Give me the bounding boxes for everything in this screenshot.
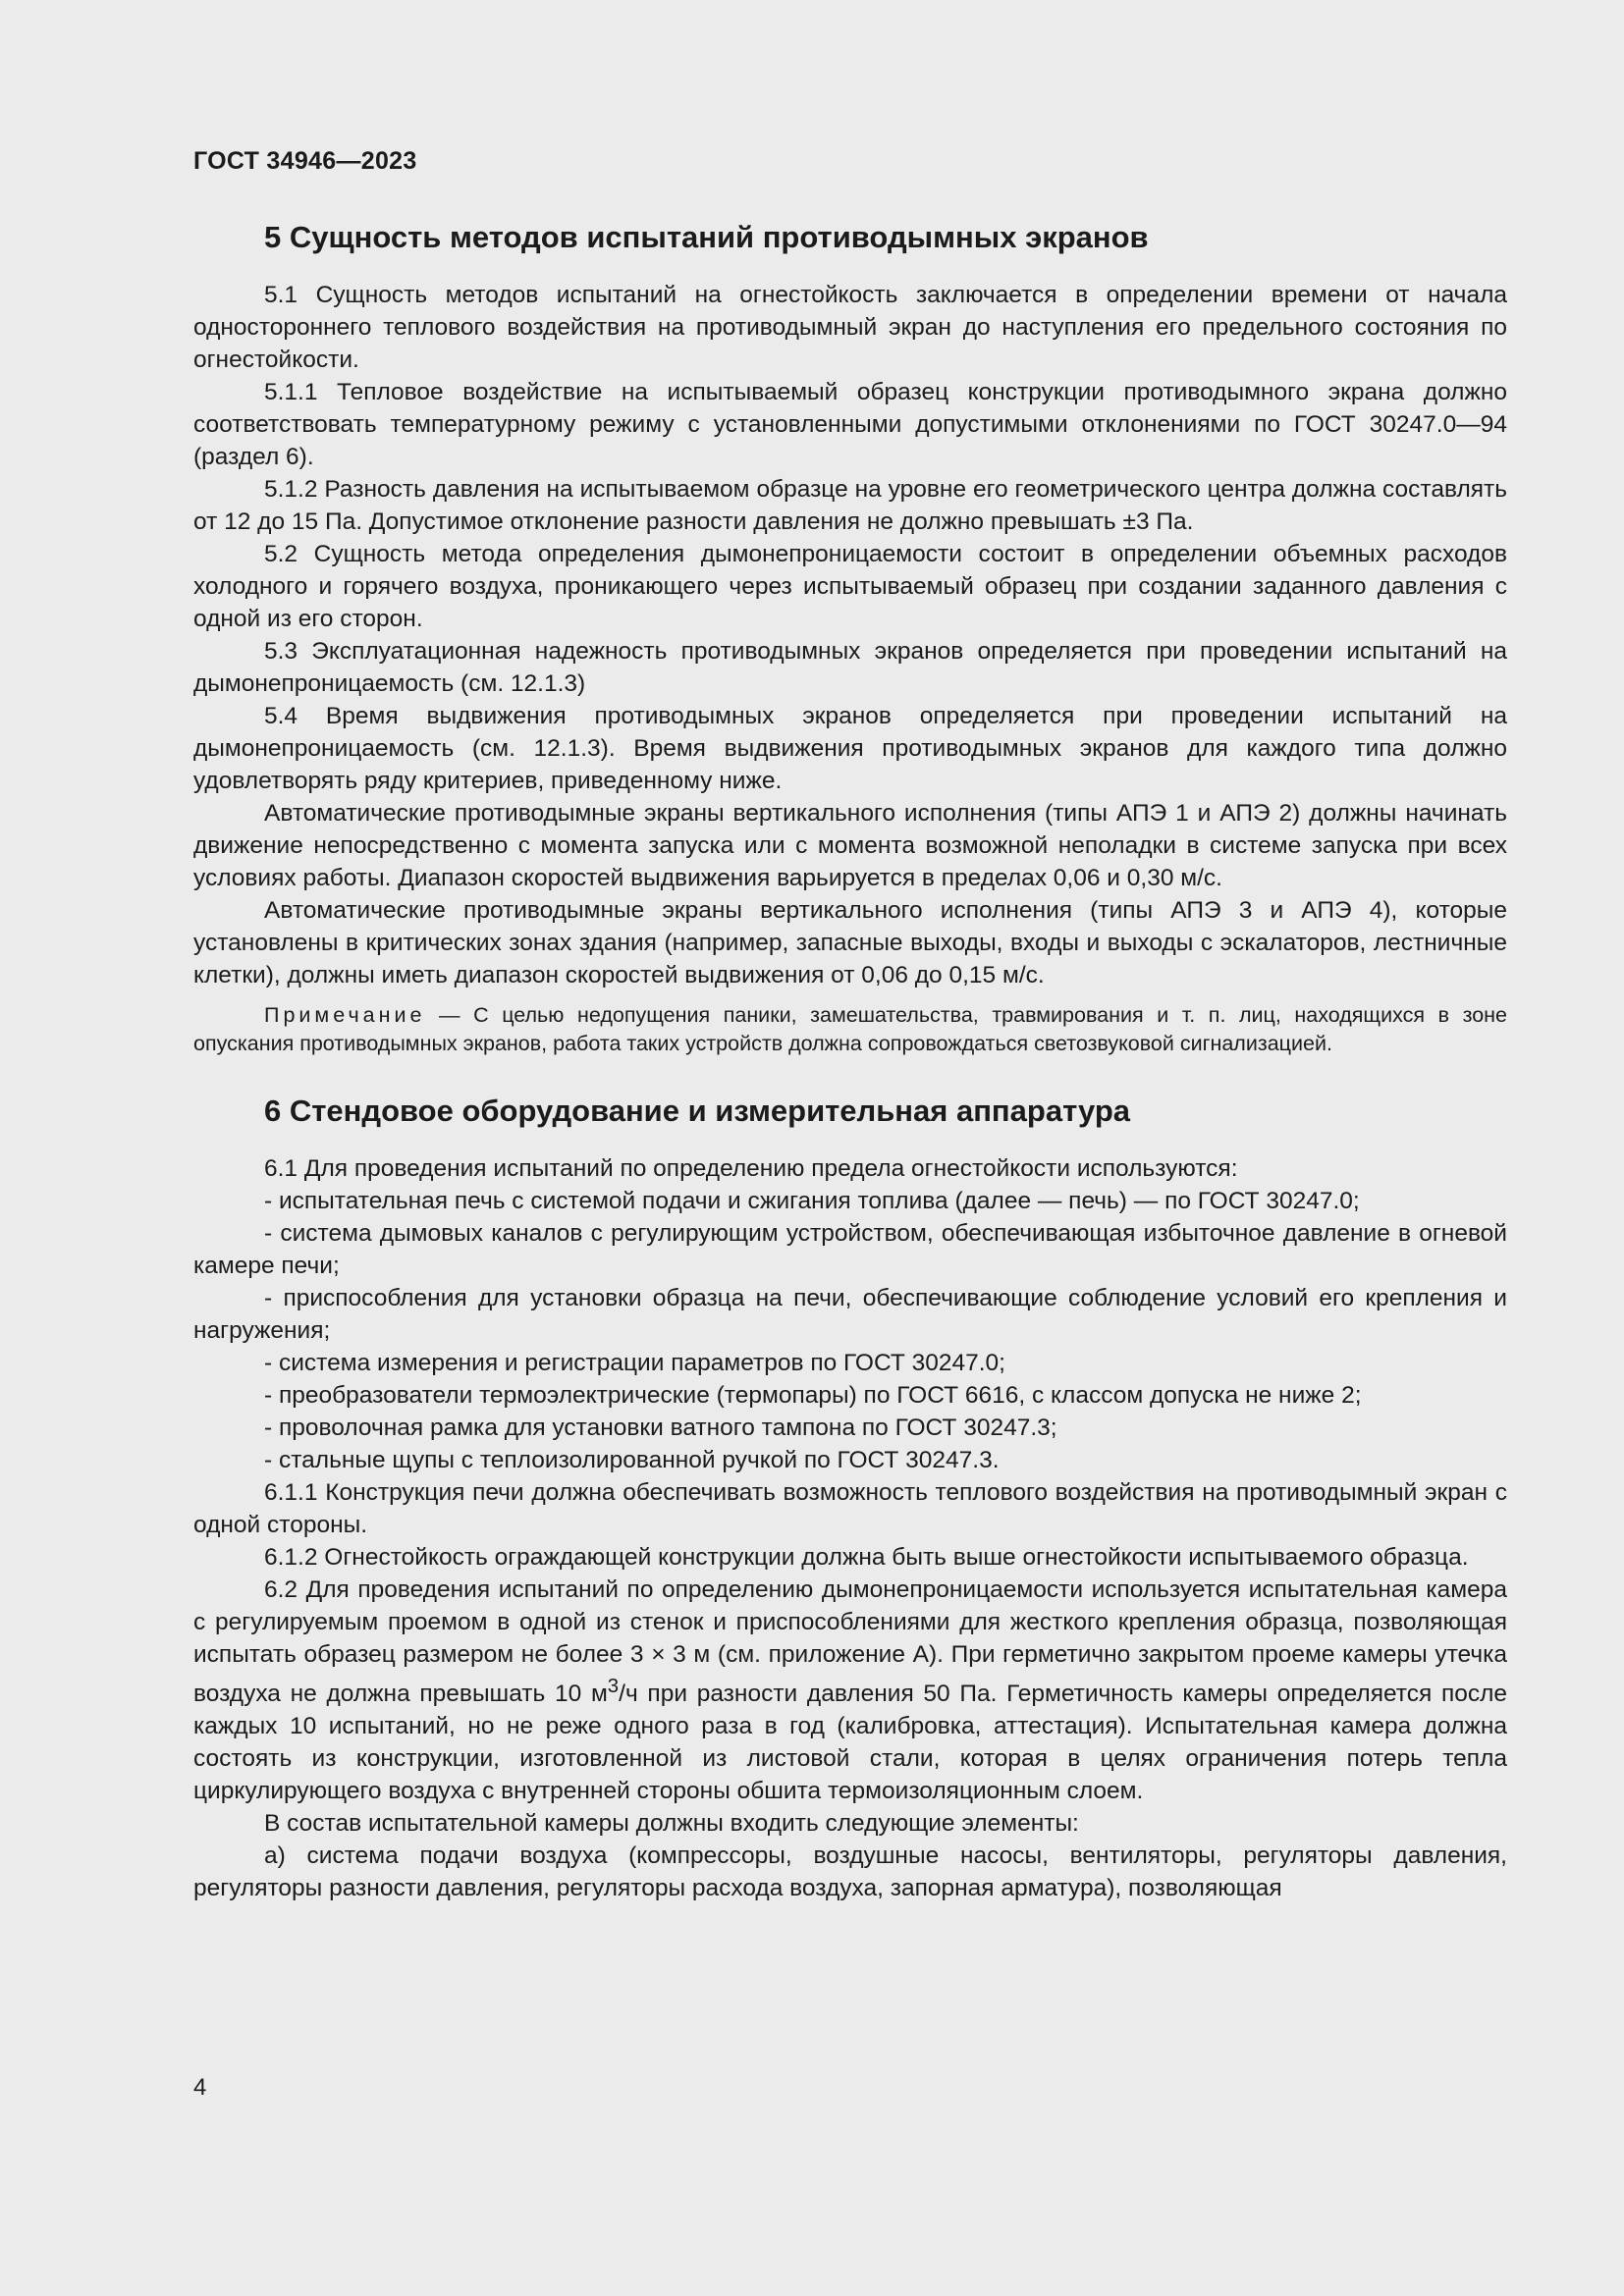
section-5-heading: 5 Сущность методов испытаний противодымных экранов	[264, 220, 1149, 254]
note-text: — С целью недопущения паники, замешательства, травмирования и т. п. лиц, находящихся в зоне опускания противодымных экранов, работа таких устройств должна сопровождаться светозвуковой сигнализацией.	[193, 1003, 1507, 1055]
page-number: 4	[193, 2074, 207, 2101]
list-item-fixtures: - приспособления для установки образца на печи, обеспечивающие соблюдение условий его крепления и нагружения;	[193, 1285, 1507, 1344]
list-item-smoke-channels: - система дымовых каналов с регулирующим устройством, обеспечивающая избыточное давление в огневой камере печи;	[193, 1220, 1507, 1279]
list-item-furnace: - испытательная печь с системой подачи и сжигания топлива (далее — печь) — по ГОСТ 30247.0;	[264, 1188, 1360, 1214]
note-label: Примечание	[264, 1003, 426, 1027]
paragraph-chamber-elements: В состав испытательной камеры должны входить следующие элементы:	[264, 1810, 1079, 1838]
superscript-3: 3	[607, 1676, 620, 1697]
list-item-wire-frame: - проволочная рамка для установки ватного тампона по ГОСТ 30247.3;	[264, 1415, 1057, 1441]
paragraph-ape-3-4: Автоматические противодымные экраны вертикального исполнения (типы АПЭ 3 и АПЭ 4), которые установлены в критических зонах здания (например, запасные выходы, входы и выходы с эскалаторов, лестничные клетки), должны иметь диапазон скоростей выдвижения от 0,06 до 0,15 м/с.	[193, 897, 1507, 988]
paragraph-6-1-2: 6.1.2 Огнестойкость ограждающей конструкции должна быть выше огнестойкости испытываемого образца.	[264, 1544, 1469, 1571]
paragraph-5-4: 5.4 Время выдвижения противодымных экранов определяется при проведении испытаний на дымонепроницаемость (см. 12.1.3). Время выдвижения противодымных экранов для каждого типа должно удовлетворять ряду критериев, приведенному ниже.	[193, 703, 1507, 794]
paragraph-6-2	[193, 1574, 1507, 1807]
paragraph-5-1: 5.1 Сущность методов испытаний на огнестойкость заключается в определении времени от начала одностороннего теплового воздействия на противодымный экран до наступления его предельного состояния по огнестойкости.	[193, 282, 1507, 373]
paragraph-6-2-part1: 6.2 Для проведения испытаний по определению дымонепроницаемости используется испытательная камера с регулируемым проемом в одной из стенок и приспособлениями для жесткого крепления образца, позволяющая испытать образец размером не более 3 × 3 м (см. приложение А). При герметично закрытом проеме камеры утечка воздуха не должна превышать 10 м	[193, 1576, 1507, 1708]
section-6-heading: 6 Стендовое оборудование и измерительная аппаратура	[264, 1094, 1131, 1128]
paragraph-6-2-part2: /ч при разности давления 50 Па. Герметичность камеры определяется после каждых 10 испытаний, но не реже одного раза в год (калибровка, аттестация). Испытательная камера должна состоять из конструкции, изготовленной из листовой стали, которая в целях ограничения потерь тепла циркулирующего воздуха с внутренней стороны обшита термоизоляционным слоем.	[193, 1681, 1508, 1805]
paragraph-6-1: 6.1 Для проведения испытаний по определению предела огнестойкости используются:	[264, 1155, 1238, 1182]
page-content	[193, 218, 1507, 1904]
list-item-steel-probes: - стальные щупы с теплоизолированной ручкой по ГОСТ 30247.3.	[264, 1447, 1000, 1473]
paragraph-ape-1-2: Автоматические противодымные экраны вертикального исполнения (типы АПЭ 1 и АПЭ 2) должны начинать движение непосредственно с момента запуска или с момента возможной неполадки в системе запуска при всех условиях работы. Диапазон скоростей выдвижения варьируется в пределах 0,06 и 0,30 м/с.	[193, 800, 1507, 891]
note	[193, 1001, 1507, 1058]
paragraph-5-2: 5.2 Сущность метода определения дымонепроницаемости состоит в определении объемных расходов холодного и горячего воздуха, проникающего через испытываемый образец при создании заданного давления с одной из его сторон.	[193, 541, 1507, 632]
list-item-thermocouples: - преобразователи термоэлектрические (термопары) по ГОСТ 6616, с классом допуска не ниже 2;	[264, 1382, 1362, 1409]
paragraph-5-3: 5.3 Эксплуатационная надежность противодымных экранов определяется при проведении испытаний на дымонепроницаемость (см. 12.1.3)	[193, 638, 1507, 697]
paragraph-5-1-2: 5.1.2 Разность давления на испытываемом образце на уровне его геометрического центра должна составлять от 12 до 15 Па. Допустимое отклонение разности давления не должно превышать ±3 Па.	[193, 476, 1507, 535]
paragraph-5-1-1: 5.1.1 Тепловое воздействие на испытываемый образец конструкции противодымного экрана должно соответствовать температурному режиму с установленными допустимыми отклонениями по ГОСТ 30247.0—94 (раздел 6).	[193, 379, 1507, 470]
paragraph-6-1-1: 6.1.1 Конструкция печи должна обеспечивать возможность теплового воздействия на противодымный экран с одной стороны.	[193, 1479, 1507, 1538]
list-item-air-supply: а) система подачи воздуха (компрессоры, воздушные насосы, вентиляторы, регуляторы давления, регуляторы разности давления, регуляторы расхода воздуха, запорная арматура), позволяющая	[193, 1842, 1507, 1902]
list-item-measurement-system: - система измерения и регистрации параметров по ГОСТ 30247.0;	[264, 1350, 1005, 1376]
document-code: ГОСТ 34946—2023	[193, 147, 417, 175]
